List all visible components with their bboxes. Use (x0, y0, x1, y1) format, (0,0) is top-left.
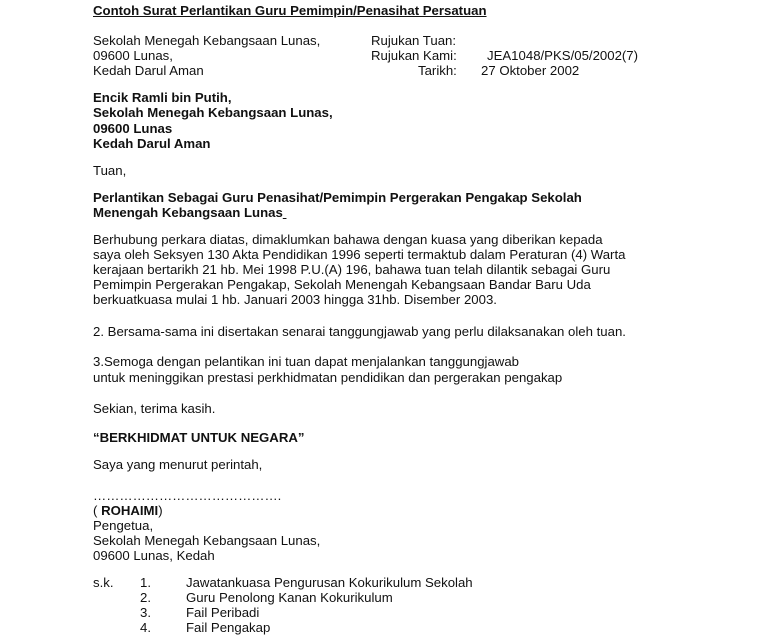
cc-item-number: 3. (140, 605, 151, 620)
signature-line: ……………………………………. (93, 488, 282, 503)
salutation: Tuan, (93, 163, 127, 178)
cc-item-number: 2. (140, 590, 151, 605)
cc-item-text: Fail Pengakap (186, 620, 271, 635)
cc-label: s.k. (93, 575, 114, 590)
page-title: Contoh Surat Perlantikan Guru Pemimpin/Penasihat Persatuan (93, 3, 487, 18)
signatory-school: Sekolah Menegah Kebangsaan Lunas, (93, 533, 321, 548)
sign-intro: Saya yang menurut perintah, (93, 457, 263, 472)
paragraph-3-line-2: untuk meninggikan prestasi perkhidmatan pendidikan dan pergerakan pengakap (93, 370, 563, 385)
rujukan-kami-label: Rujukan Kami: (371, 48, 457, 63)
subject-line-2-text: Menengah Kebangsaan Lunas (93, 205, 283, 220)
motto: “BERKHIDMAT UNTUK NEGARA” (93, 430, 305, 445)
paragraph-1-line-5: berkuatkuasa mulai 1 hb. Januari 2003 hingga 31hb. Disember 2003. (93, 292, 497, 307)
paragraph-1-line-1: Berhubung perkara diatas, dimaklumkan bahawa dengan kuasa yang diberikan kepada (93, 232, 603, 247)
paragraph-1-line-3: kerajaan bertarikh 21 hb. Mei 1998 P.U.(A) 196, bahawa tuan telah dilantik sebagai Guru (93, 262, 611, 277)
name-close-paren: ) (158, 503, 163, 518)
closing-text: Sekian, terima kasih. (93, 401, 216, 416)
rujukan-tuan-label: Rujukan Tuan: (371, 33, 457, 48)
paragraph-3-line-1: 3.Semoga dengan pelantikan ini tuan dapat menjalankan tanggungjawab (93, 354, 519, 369)
recipient-line-1: Encik Ramli bin Putih, (93, 90, 232, 105)
rujukan-kami-value: JEA1048/PKS/05/2002(7) (487, 48, 639, 63)
subject-line-1: Perlantikan Sebagai Guru Penasihat/Pemimpin Pergerakan Pengakap Sekolah (93, 190, 582, 205)
recipient-line-2: Sekolah Menegah Kebangsaan Lunas, (93, 105, 333, 120)
paragraph-2: 2. Bersama-sama ini disertakan senarai tanggungjawab yang perlu dilaksanakan oleh tuan. (93, 324, 626, 339)
paragraph-1-line-4: Pemimpin Pergerakan Pengakap, Sekolah Menengah Kebangsaan Bandar Baru Uda (93, 277, 591, 292)
name-open-paren: ( (93, 503, 102, 518)
cc-item-text: Jawatankuasa Pengurusan Kokurikulum Sekolah (186, 575, 473, 590)
cc-item-number: 1. (140, 575, 151, 590)
cc-item-text: Guru Penolong Kanan Kokurikulum (186, 590, 393, 605)
signatory-name (93, 503, 163, 518)
subject-line-2 (93, 205, 286, 220)
cc-item-text: Fail Peribadi (186, 605, 260, 620)
paragraph-1-line-2: saya oleh Seksyen 130 Akta Pendidikan 1996 seperti termaktub dalam Peraturan (4) Warta (93, 247, 626, 262)
sender-address-line-2: 09600 Lunas, (93, 48, 173, 63)
signatory-position: Pengetua, (93, 518, 154, 533)
sender-address-line-3: Kedah Darul Aman (93, 63, 204, 78)
tarikh-value: 27 Oktober 2002 (481, 63, 580, 78)
signatory-name-text: ROHAIMI (101, 503, 159, 518)
sender-address-line-1: Sekolah Menegah Kebangsaan Lunas, (93, 33, 321, 48)
signatory-address: 09600 Lunas, Kedah (93, 548, 215, 563)
cc-item-number: 4. (140, 620, 151, 635)
tarikh-label: Tarikh: (418, 63, 457, 78)
recipient-line-4: Kedah Darul Aman (93, 136, 211, 151)
recipient-line-3: 09600 Lunas (93, 121, 173, 136)
